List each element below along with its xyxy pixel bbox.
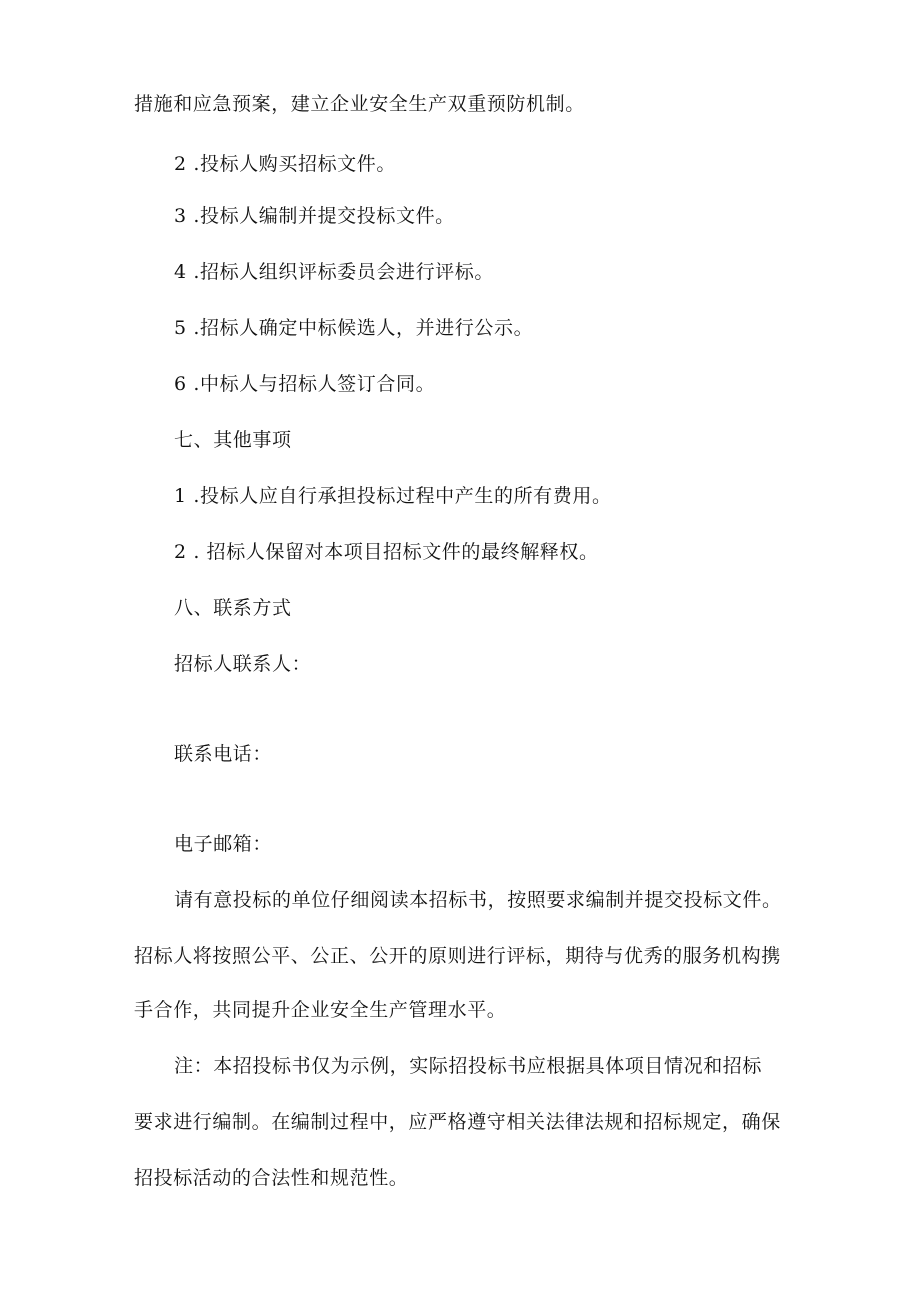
section-heading-other-matters: 七、其他事项 — [174, 429, 292, 451]
closing-paragraph-line: 请有意投标的单位仔细阅读本招标书，按照要求编制并提交投标文件。 — [174, 889, 782, 911]
other-item-1: 1 .投标人应自行承担投标过程中产生的所有费用。 — [174, 485, 612, 507]
closing-paragraph-line: 招标人将按照公平、公正、公开的原则进行评标，期待与优秀的服务机构携 — [134, 945, 781, 967]
step-item-4: 4 .招标人组织评标委员会进行评标。 — [174, 261, 494, 283]
step-item-2: 2 .投标人购买招标文件。 — [174, 153, 396, 175]
note-paragraph-line: 要求进行编制。在编制过程中，应严格遵守相关法律法规和招标规定，确保 — [134, 1111, 781, 1133]
step-item-3: 3 .投标人编制并提交投标文件。 — [174, 205, 455, 227]
note-paragraph-line: 招投标活动的合法性和规范性。 — [134, 1167, 409, 1189]
closing-paragraph-line: 手合作，共同提升企业安全生产管理水平。 — [134, 999, 507, 1021]
step-item-5: 5 .招标人确定中标候选人，并进行公示。 — [174, 317, 534, 339]
paragraph-continuation: 措施和应急预案，建立企业安全生产双重预防机制。 — [134, 93, 585, 115]
other-item-2: 2 . 招标人保留对本项目招标文件的最终解释权。 — [174, 541, 599, 563]
note-paragraph-line: 注：本招投标书仅为示例，实际招投标书应根据具体项目情况和招标 — [174, 1055, 763, 1077]
contact-phone-label: 联系电话： — [174, 743, 273, 765]
contact-email-label: 电子邮箱： — [174, 833, 273, 855]
contact-person-label: 招标人联系人： — [174, 653, 312, 675]
step-item-6: 6 .中标人与招标人签订合同。 — [174, 373, 436, 395]
section-heading-contact: 八、联系方式 — [174, 597, 292, 619]
